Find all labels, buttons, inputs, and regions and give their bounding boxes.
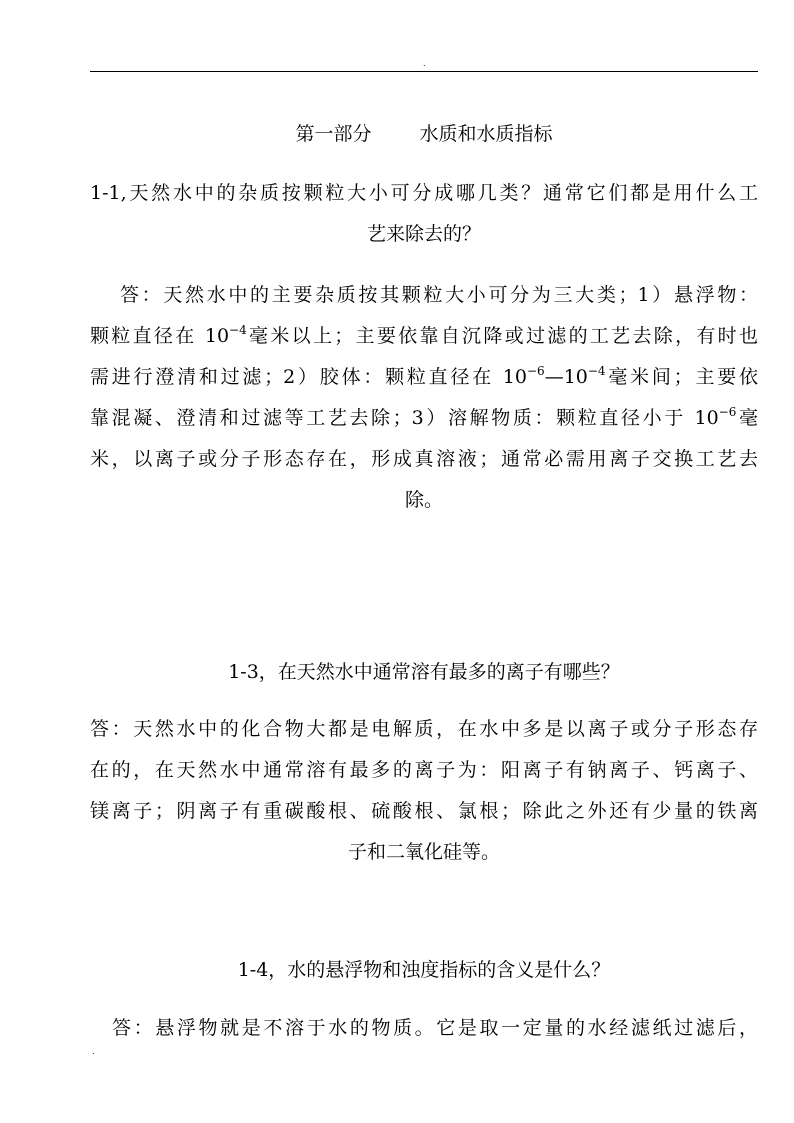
footer-mark: . (92, 1047, 95, 1056)
answer-1-3-line-3: 镁离子；阴离子有重碳酸根、硫酸根、氯根；除此之外还有少量的铁离 (90, 800, 758, 822)
answer-1-1-line-3: 需进行澄清和过滤；2）胶体：颗粒直径在 $10^{-6}—10^{-4}$毫米间；主要依 (90, 364, 758, 388)
question-1-4: 1-4，水的悬浮物和浊度指标的含义是什么？ (237, 959, 611, 981)
answer-1-1-line-6: 除。 (404, 489, 443, 511)
question-1-3: 1-3，在天然水中通常溶有最多的离子有哪些？ (228, 661, 620, 683)
question-1-1-line-1: 1-1,天然水中的杂质按颗粒大小可分成哪几类？通常它们都是用什么工 (90, 182, 758, 204)
answer-1-3-line-4: 子和二氧化硅等。 (347, 841, 500, 863)
answer-1-3-line-1: 答：天然水中的化合物大都是电解质，在水中多是以离子或分子形态存 (90, 718, 758, 740)
header-rule (90, 71, 758, 72)
section-title-part: 第一部分 (295, 123, 372, 145)
section-title (90, 121, 758, 147)
answer-1-4-line-1: 答：悬浮物就是不溶于水的物质。它是取一定量的水经滤纸过滤后， (112, 1017, 758, 1039)
answer-1-1-line-1: 答：天然水中的主要杂质按其颗粒大小可分为三大类；1）悬浮物： (120, 284, 758, 306)
question-1-1-line-2: 艺来除去的？ (366, 223, 481, 245)
answer-1-1-line-5: 米，以离子或分子形态存在，形成真溶液；通常必需用离子交换工艺去 (90, 448, 758, 470)
answer-1-1-line-2: 颗粒直径在 $10^{-4}$毫米以上；主要依靠自沉降或过滤的工艺去除，有时也 (90, 323, 758, 347)
section-title-name: 水质和水质指标 (419, 123, 553, 145)
answer-1-3-line-2: 在的，在天然水中通常溶有最多的离子为：阳离子有钠离子、钙离子、 (90, 759, 758, 781)
answer-1-1-line-4: 靠混凝、澄清和过滤等工艺去除；3）溶解物质：颗粒直径小于 $10^{-6}$毫 (90, 405, 758, 429)
header-mark: . (423, 59, 426, 68)
